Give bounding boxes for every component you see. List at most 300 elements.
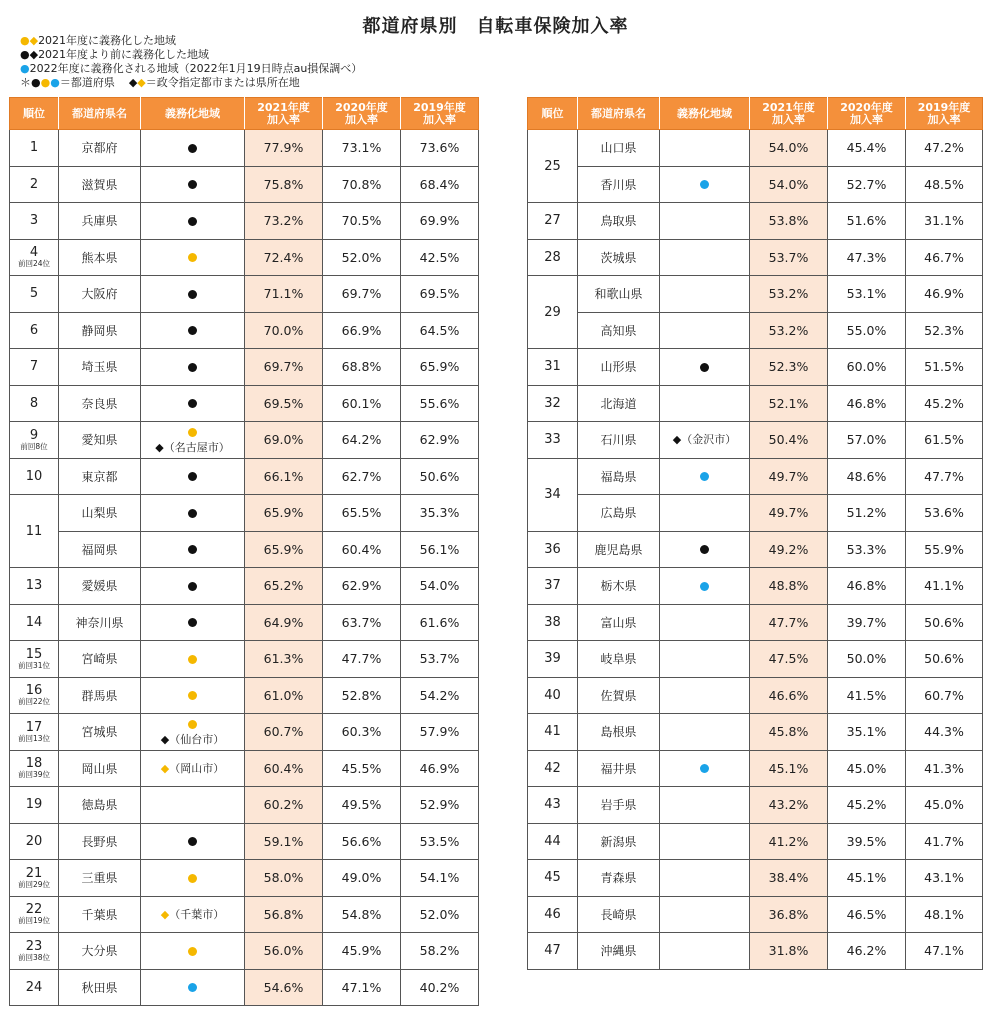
table-row xyxy=(10,860,479,897)
rate-2020: 52.8% xyxy=(323,677,401,714)
rank-cell xyxy=(10,422,59,459)
rank-number: 23 xyxy=(25,938,43,954)
mandate-region-cell xyxy=(660,458,750,495)
rate-2020: 73.1% xyxy=(323,130,401,167)
rank-cell xyxy=(10,349,59,386)
rank-number: 29 xyxy=(544,304,561,320)
mandate-region-cell xyxy=(141,750,245,787)
mandate-region-cell xyxy=(660,166,750,203)
prefecture-name: 徳島県 xyxy=(59,787,141,824)
table-row xyxy=(10,349,479,386)
mandate-dot-icon xyxy=(700,764,709,773)
mandate-city: （金沢市） xyxy=(681,433,737,447)
rank-cell xyxy=(10,750,59,787)
rate-2021: 69.0% xyxy=(245,422,323,459)
rate-2021: 56.0% xyxy=(245,933,323,970)
rank-number: 43 xyxy=(544,797,561,813)
mandate-region-cell xyxy=(660,276,750,313)
mandate-dot-icon xyxy=(188,290,197,299)
table-row xyxy=(10,130,479,167)
table-row xyxy=(10,203,479,240)
mandate-dot-icon xyxy=(700,545,709,554)
table-row xyxy=(10,933,479,970)
rate-2021: 65.2% xyxy=(245,568,323,605)
table-row xyxy=(10,458,479,495)
table-row xyxy=(528,933,983,970)
column-header: 義務化地域 xyxy=(141,98,245,130)
rank-number: 6 xyxy=(29,322,39,338)
table-row xyxy=(528,823,983,860)
mandate-region-cell xyxy=(141,203,245,240)
rate-2020: 50.0% xyxy=(828,641,906,678)
rate-2019: 48.1% xyxy=(906,896,983,933)
rank-number: 2 xyxy=(29,176,39,192)
legend-line-4 xyxy=(20,76,362,90)
prefecture-name: 新潟県 xyxy=(578,823,660,860)
table-row xyxy=(10,969,479,1006)
rank-number: 11 xyxy=(25,523,43,539)
mandate-region-cell xyxy=(660,641,750,678)
mandate-region-cell xyxy=(141,604,245,641)
rank-number: 1 xyxy=(29,140,39,156)
rank-number: 33 xyxy=(544,432,561,448)
rate-2019: 48.5% xyxy=(906,166,983,203)
rate-2020: 51.2% xyxy=(828,495,906,532)
rate-2021: 46.6% xyxy=(750,677,828,714)
previous-rank: 前回22位 xyxy=(17,697,51,707)
rank-cell xyxy=(10,458,59,495)
rate-2020: 62.9% xyxy=(323,568,401,605)
mandate-diamond-icon: ◆ xyxy=(160,761,170,775)
rate-2020: 60.0% xyxy=(828,349,906,386)
rate-2019: 41.1% xyxy=(906,568,983,605)
prefecture-name: 京都府 xyxy=(59,130,141,167)
rank-number: 47 xyxy=(544,943,561,959)
mandate-dot-icon xyxy=(188,399,197,408)
rate-2019: 52.3% xyxy=(906,312,983,349)
legend-line-1 xyxy=(20,34,362,48)
mandate-region-cell xyxy=(660,677,750,714)
ranking-table-right xyxy=(527,97,983,970)
table-row xyxy=(10,787,479,824)
column-header: 2019年度 加入率 xyxy=(401,98,479,130)
rate-2020: 45.0% xyxy=(828,750,906,787)
rate-2019: 53.7% xyxy=(401,641,479,678)
rate-2020: 46.8% xyxy=(828,385,906,422)
table-row xyxy=(528,787,983,824)
table-row xyxy=(528,750,983,787)
rate-2021: 72.4% xyxy=(245,239,323,276)
rate-2020: 52.0% xyxy=(323,239,401,276)
rank-number: 14 xyxy=(25,614,43,630)
rank-number: 20 xyxy=(25,833,43,849)
rate-2019: 54.0% xyxy=(401,568,479,605)
rate-2019: 44.3% xyxy=(906,714,983,751)
rate-2019: 69.5% xyxy=(401,276,479,313)
previous-rank: 前回31位 xyxy=(17,660,51,670)
rank-number: 17 xyxy=(25,719,43,735)
rank-number: 37 xyxy=(544,578,561,594)
rate-2020: 47.3% xyxy=(828,239,906,276)
rank-cell xyxy=(10,495,59,568)
column-header: 順位 xyxy=(10,98,59,130)
rate-2019: 52.0% xyxy=(401,896,479,933)
rate-2020: 48.6% xyxy=(828,458,906,495)
mandate-region-cell xyxy=(660,750,750,787)
prefecture-name: 香川県 xyxy=(578,166,660,203)
rank-cell xyxy=(10,933,59,970)
rank-cell xyxy=(528,458,578,531)
mandate-region-cell xyxy=(141,641,245,678)
table-row xyxy=(10,604,479,641)
mandate-dot-icon xyxy=(188,545,197,554)
mandate-region-cell xyxy=(660,422,750,459)
previous-rank: 前回38位 xyxy=(17,952,51,962)
table-row xyxy=(10,823,479,860)
rank-number: 19 xyxy=(25,797,43,813)
prefecture-name: 和歌山県 xyxy=(578,276,660,313)
prefecture-name: 山梨県 xyxy=(59,495,141,532)
mandate-dot-icon xyxy=(188,428,197,437)
rate-2021: 54.0% xyxy=(750,130,828,167)
prefecture-name: 兵庫県 xyxy=(59,203,141,240)
legend-dot-blue: ● xyxy=(50,76,60,89)
mandate-dot-icon xyxy=(188,874,197,883)
prefecture-name: 千葉県 xyxy=(59,896,141,933)
rank-cell xyxy=(528,349,578,386)
mandate-city: （名古屋市） xyxy=(163,440,230,454)
rate-2020: 45.1% xyxy=(828,860,906,897)
rate-2020: 62.7% xyxy=(323,458,401,495)
rate-2021: 43.2% xyxy=(750,787,828,824)
rank-number: 42 xyxy=(544,760,561,776)
ranking-table-left xyxy=(9,97,479,1006)
rank-number: 31 xyxy=(544,359,561,375)
rate-2020: 56.6% xyxy=(323,823,401,860)
table-row xyxy=(10,495,479,532)
mandate-region-cell xyxy=(660,823,750,860)
rank-cell xyxy=(528,239,578,276)
rate-2019: 55.6% xyxy=(401,385,479,422)
rate-2019: 57.9% xyxy=(401,714,479,751)
rate-2020: 51.6% xyxy=(828,203,906,240)
mandate-dot-icon xyxy=(188,618,197,627)
rank-number: 28 xyxy=(544,249,561,265)
table-row xyxy=(528,568,983,605)
legend-text-4a: ＝都道府県 xyxy=(59,76,115,89)
rate-2021: 36.8% xyxy=(750,896,828,933)
previous-rank: 前回39位 xyxy=(17,770,51,780)
rate-2019: 65.9% xyxy=(401,349,479,386)
rate-2021: 49.7% xyxy=(750,495,828,532)
rate-2019: 68.4% xyxy=(401,166,479,203)
rate-2021: 53.8% xyxy=(750,203,828,240)
column-header: 2020年度 加入率 xyxy=(828,98,906,130)
rate-2019: 41.3% xyxy=(906,750,983,787)
mandate-region-cell xyxy=(141,860,245,897)
rank-number: 36 xyxy=(544,541,561,557)
mandate-region-cell xyxy=(660,239,750,276)
prefecture-name: 佐賀県 xyxy=(578,677,660,714)
prefecture-name: 大分県 xyxy=(59,933,141,970)
rank-number: 44 xyxy=(544,833,561,849)
rank-cell xyxy=(10,677,59,714)
rank-cell xyxy=(10,239,59,276)
rank-cell xyxy=(10,130,59,167)
prefecture-name: 愛知県 xyxy=(59,422,141,459)
table-row xyxy=(10,896,479,933)
prefecture-name: 奈良県 xyxy=(59,385,141,422)
legend-line-3 xyxy=(20,62,362,76)
rank-cell xyxy=(10,568,59,605)
mandate-city: （岡山市） xyxy=(169,761,225,775)
rank-cell xyxy=(10,896,59,933)
rate-2021: 49.2% xyxy=(750,531,828,568)
rank-number: 34 xyxy=(544,487,561,502)
rate-2021: 58.0% xyxy=(245,860,323,897)
prefecture-name: 東京都 xyxy=(59,458,141,495)
table-row xyxy=(10,239,479,276)
mandate-dot-icon xyxy=(188,655,197,664)
rate-2020: 60.4% xyxy=(323,531,401,568)
prefecture-name: 大阪府 xyxy=(59,276,141,313)
table-row xyxy=(10,276,479,313)
rate-2021: 71.1% xyxy=(245,276,323,313)
rate-2019: 64.5% xyxy=(401,312,479,349)
rate-2020: 68.8% xyxy=(323,349,401,386)
rate-2019: 53.6% xyxy=(906,495,983,532)
previous-rank: 前回8位 xyxy=(20,441,48,451)
rank-number: 7 xyxy=(29,359,39,375)
rate-2019: 54.2% xyxy=(401,677,479,714)
mandate-region-cell xyxy=(141,276,245,313)
rate-2021: 70.0% xyxy=(245,312,323,349)
table-row xyxy=(528,531,983,568)
mandate-region-cell xyxy=(141,458,245,495)
rate-2019: 47.7% xyxy=(906,458,983,495)
rate-2021: 47.7% xyxy=(750,604,828,641)
mandate-dot-icon xyxy=(188,582,197,591)
legend-black-symbols: ●◆ xyxy=(20,48,39,61)
mandate-region-cell xyxy=(141,714,245,751)
prefecture-name: 熊本県 xyxy=(59,239,141,276)
column-header: 都道府県名 xyxy=(59,98,141,130)
prefecture-name: 福岡県 xyxy=(59,531,141,568)
table-row xyxy=(10,531,479,568)
table-header-row xyxy=(528,98,983,130)
table-row xyxy=(528,349,983,386)
rate-2019: 45.0% xyxy=(906,787,983,824)
mandate-dot-icon xyxy=(700,582,709,591)
rate-2021: 54.0% xyxy=(750,166,828,203)
previous-rank: 前回24位 xyxy=(17,259,51,269)
mandate-region-cell xyxy=(141,130,245,167)
mandate-dot-icon xyxy=(188,217,197,226)
prefecture-name: 鹿児島県 xyxy=(578,531,660,568)
prefecture-name: 広島県 xyxy=(578,495,660,532)
rate-2019: 58.2% xyxy=(401,933,479,970)
rate-2019: 42.5% xyxy=(401,239,479,276)
column-header: 義務化地域 xyxy=(660,98,750,130)
table-row xyxy=(528,896,983,933)
mandate-dot-icon xyxy=(188,720,197,729)
table-body xyxy=(528,130,983,970)
rate-2021: 60.4% xyxy=(245,750,323,787)
rank-number: 46 xyxy=(544,906,561,922)
mandate-diamond-icon: ◆ xyxy=(672,433,682,447)
rate-2020: 46.8% xyxy=(828,568,906,605)
rate-2021: 66.1% xyxy=(245,458,323,495)
rank-cell xyxy=(10,860,59,897)
mandate-dot-icon xyxy=(188,326,197,335)
rank-number: 22 xyxy=(25,902,43,918)
rate-2019: 41.7% xyxy=(906,823,983,860)
prefecture-name: 岩手県 xyxy=(578,787,660,824)
prefecture-name: 長崎県 xyxy=(578,896,660,933)
rank-number: 3 xyxy=(29,213,39,229)
rate-2019: 40.2% xyxy=(401,969,479,1006)
rate-2019: 46.7% xyxy=(906,239,983,276)
rate-2020: 35.1% xyxy=(828,714,906,751)
column-header: 2019年度 加入率 xyxy=(906,98,983,130)
rank-cell xyxy=(528,750,578,787)
rate-2021: 45.8% xyxy=(750,714,828,751)
rate-2020: 46.2% xyxy=(828,933,906,970)
prefecture-name: 静岡県 xyxy=(59,312,141,349)
rank-cell xyxy=(528,641,578,678)
mandate-region-cell xyxy=(141,312,245,349)
rate-2020: 45.2% xyxy=(828,787,906,824)
rate-2019: 60.7% xyxy=(906,677,983,714)
legend-yellow-symbols: ●◆ xyxy=(20,34,39,47)
mandate-dot-icon xyxy=(188,253,197,262)
legend-text-1: 2021年度に義務化した地域 xyxy=(38,34,177,47)
rank-number: 16 xyxy=(25,683,43,699)
rate-2021: 41.2% xyxy=(750,823,828,860)
rate-2020: 70.8% xyxy=(323,166,401,203)
rate-2021: 65.9% xyxy=(245,495,323,532)
rate-2019: 61.6% xyxy=(401,604,479,641)
rank-cell xyxy=(528,933,578,970)
rate-2020: 47.7% xyxy=(323,641,401,678)
rank-number: 24 xyxy=(25,979,43,995)
legend-diamond-yellow: ◆ xyxy=(137,76,146,89)
table-row xyxy=(528,276,983,313)
rank-number: 39 xyxy=(544,651,561,667)
rate-2020: 69.7% xyxy=(323,276,401,313)
rank-number: 27 xyxy=(544,213,561,229)
table-row xyxy=(10,385,479,422)
rate-2020: 60.3% xyxy=(323,714,401,751)
rate-2021: 53.7% xyxy=(750,239,828,276)
rank-number: 10 xyxy=(25,468,43,484)
previous-rank: 前回29位 xyxy=(17,879,51,889)
column-header: 2021年度 加入率 xyxy=(245,98,323,130)
table-body xyxy=(10,130,479,1006)
rate-2020: 41.5% xyxy=(828,677,906,714)
rate-2021: 49.7% xyxy=(750,458,828,495)
rate-2021: 61.3% xyxy=(245,641,323,678)
rank-number: 13 xyxy=(25,578,43,594)
rate-2021: 75.8% xyxy=(245,166,323,203)
rank-cell xyxy=(528,531,578,568)
rate-2019: 47.1% xyxy=(906,933,983,970)
rate-2020: 52.7% xyxy=(828,166,906,203)
mandate-region-cell xyxy=(141,969,245,1006)
table-row xyxy=(528,714,983,751)
rank-cell xyxy=(528,787,578,824)
prefecture-name: 鳥取県 xyxy=(578,203,660,240)
prefecture-name: 富山県 xyxy=(578,604,660,641)
column-header: 都道府県名 xyxy=(578,98,660,130)
rate-2020: 45.4% xyxy=(828,130,906,167)
rank-cell xyxy=(528,677,578,714)
mandate-region-cell xyxy=(660,130,750,167)
mandate-region-cell xyxy=(141,531,245,568)
rate-2019: 46.9% xyxy=(906,276,983,313)
rank-cell xyxy=(528,203,578,240)
mandate-dot-icon xyxy=(188,472,197,481)
rate-2021: 45.1% xyxy=(750,750,828,787)
prefecture-name: 福島県 xyxy=(578,458,660,495)
mandate-region-cell xyxy=(660,860,750,897)
rate-2019: 45.2% xyxy=(906,385,983,422)
rate-2021: 60.2% xyxy=(245,787,323,824)
table-row xyxy=(528,312,983,349)
mandate-dot-icon xyxy=(188,691,197,700)
rate-2021: 50.4% xyxy=(750,422,828,459)
legend-blue-symbol: ● xyxy=(20,62,30,75)
rank-number: 38 xyxy=(544,614,561,630)
rank-cell xyxy=(10,166,59,203)
rank-cell xyxy=(528,604,578,641)
rank-cell xyxy=(528,860,578,897)
rank-number: 5 xyxy=(29,286,39,302)
rank-cell xyxy=(10,969,59,1006)
mandate-dot-icon xyxy=(700,363,709,372)
rank-number: 41 xyxy=(544,724,561,740)
mandate-region-cell xyxy=(660,349,750,386)
rank-number: 21 xyxy=(25,865,43,881)
rank-cell xyxy=(10,276,59,313)
mandate-region-cell xyxy=(660,714,750,751)
prefecture-name: 山形県 xyxy=(578,349,660,386)
rate-2021: 73.2% xyxy=(245,203,323,240)
rate-2019: 56.1% xyxy=(401,531,479,568)
mandate-region-cell xyxy=(660,531,750,568)
rate-2019: 54.1% xyxy=(401,860,479,897)
rate-2019: 50.6% xyxy=(906,641,983,678)
prefecture-name: 三重県 xyxy=(59,860,141,897)
rate-2021: 61.0% xyxy=(245,677,323,714)
mandate-region-cell xyxy=(141,422,245,459)
prefecture-name: 福井県 xyxy=(578,750,660,787)
prefecture-name: 埼玉県 xyxy=(59,349,141,386)
rate-2021: 64.9% xyxy=(245,604,323,641)
rank-cell xyxy=(10,787,59,824)
rate-2020: 60.1% xyxy=(323,385,401,422)
legend-text-4b: ＝政令指定都市または県所在地 xyxy=(145,76,300,89)
mandate-region-cell xyxy=(660,896,750,933)
rank-cell xyxy=(528,276,578,349)
legend-diamond-black: ◆ xyxy=(128,76,138,89)
mandate-region-cell xyxy=(141,677,245,714)
mandate-diamond-icon: ◆ xyxy=(155,440,164,454)
table-row xyxy=(528,860,983,897)
mandate-city: （仙台市） xyxy=(169,732,225,746)
rate-2019: 73.6% xyxy=(401,130,479,167)
rank-cell xyxy=(528,568,578,605)
